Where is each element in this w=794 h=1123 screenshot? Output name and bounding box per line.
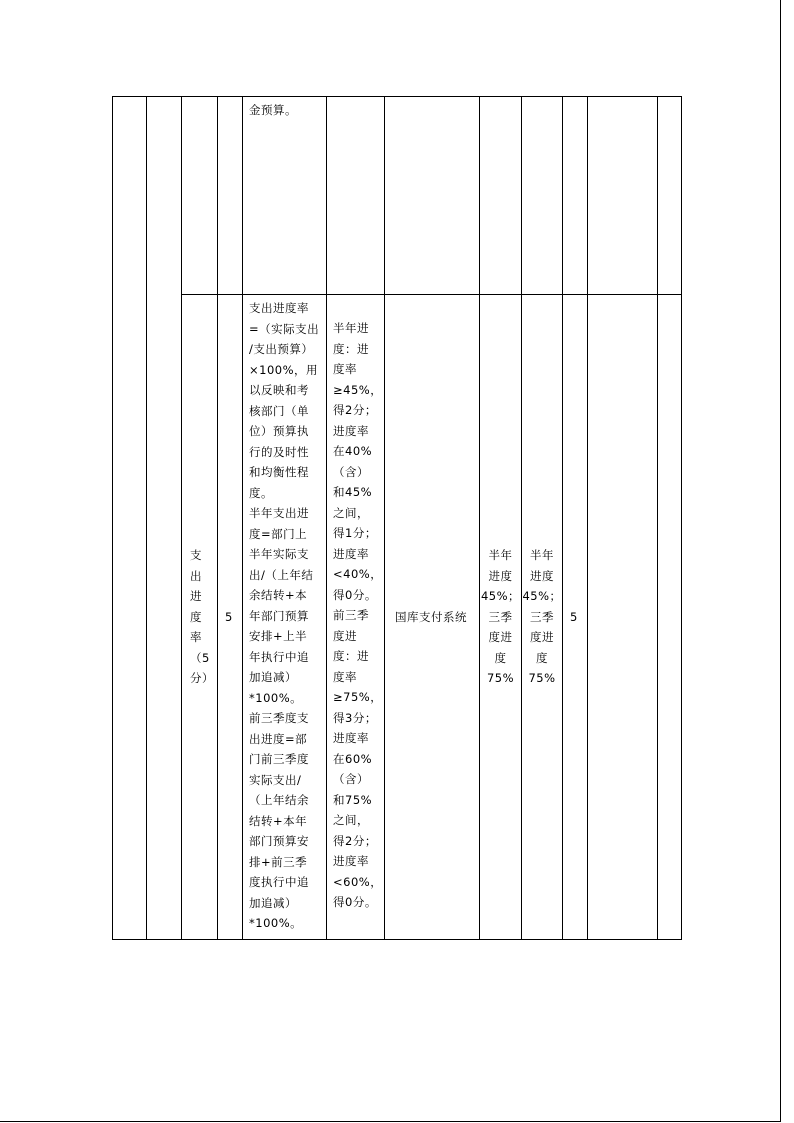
target-value-cell bbox=[480, 97, 522, 295]
page-bottom-border bbox=[0, 1121, 781, 1122]
score-cell bbox=[563, 295, 588, 940]
actual-value-text: 半年 进度 45%； 三季 度进 度 75% bbox=[522, 548, 562, 686]
indicator-name-cell bbox=[182, 295, 218, 940]
target-value-text: 半年 进度 45%； 三季 度进 度 75% bbox=[480, 548, 521, 686]
score-value: 5 bbox=[570, 609, 578, 624]
scoring-standard-text: 半年进 度：进 度率 ≥45%， 得2分； 进度率 在40% （含） 和45% 之间， 得1分； 进度率 <40%， 得0分。 前三季 度进 度：进 度率 ≥75%， 得3分； 进度率 在60% （含） 和75% 之间， 得2分； 进度率 <60%， 得0分。 bbox=[333, 321, 383, 909]
definition-cell bbox=[243, 97, 327, 295]
remarks-cell bbox=[658, 295, 682, 940]
score-cell bbox=[563, 97, 588, 295]
deduction-reason-cell bbox=[588, 97, 658, 295]
table-row bbox=[113, 97, 682, 295]
scoring-standard-cell bbox=[327, 97, 385, 295]
indicator-name-cell bbox=[182, 97, 218, 295]
level1-indicator-cell bbox=[113, 97, 147, 940]
weight-cell bbox=[218, 295, 243, 940]
remarks-cell bbox=[658, 97, 682, 295]
performance-evaluation-table bbox=[112, 96, 682, 940]
definition-text: 金预算。 bbox=[249, 103, 297, 117]
table-row bbox=[113, 295, 682, 940]
weight-cell bbox=[218, 97, 243, 295]
page-right-border bbox=[780, 0, 781, 1121]
actual-value-cell bbox=[522, 295, 563, 940]
weight-value: 5 bbox=[225, 609, 233, 624]
definition-text: 支出进度率 =（实际支出 /支出预算） ×100%，用 以反映和考 核部门（单 位）预算执 行的及时性 和均衡性程 度。 半年支出进 度=部门上 半年实际支 出/（上年结 余结转+本 年部门预算 安排+上半 年执行中追 加追减） *100%。 前三季度支 出进度=部 门前三季度 实际支出/ （上年结余 结转+本年 部门预算安 排+前三季 度执行中追 加追减） *100%。 bbox=[249, 301, 320, 930]
data-source-text: 国库支付系统 bbox=[395, 609, 467, 624]
actual-value-cell bbox=[522, 97, 563, 295]
target-value-cell bbox=[480, 295, 522, 940]
definition-cell bbox=[243, 295, 327, 940]
data-source-cell bbox=[385, 295, 480, 940]
level2-indicator-cell bbox=[147, 97, 182, 940]
scoring-standard-cell bbox=[327, 295, 385, 940]
indicator-name: 支 出 进 度 率 （5 分） bbox=[190, 548, 214, 686]
data-source-cell bbox=[385, 97, 480, 295]
deduction-reason-cell bbox=[588, 295, 658, 940]
